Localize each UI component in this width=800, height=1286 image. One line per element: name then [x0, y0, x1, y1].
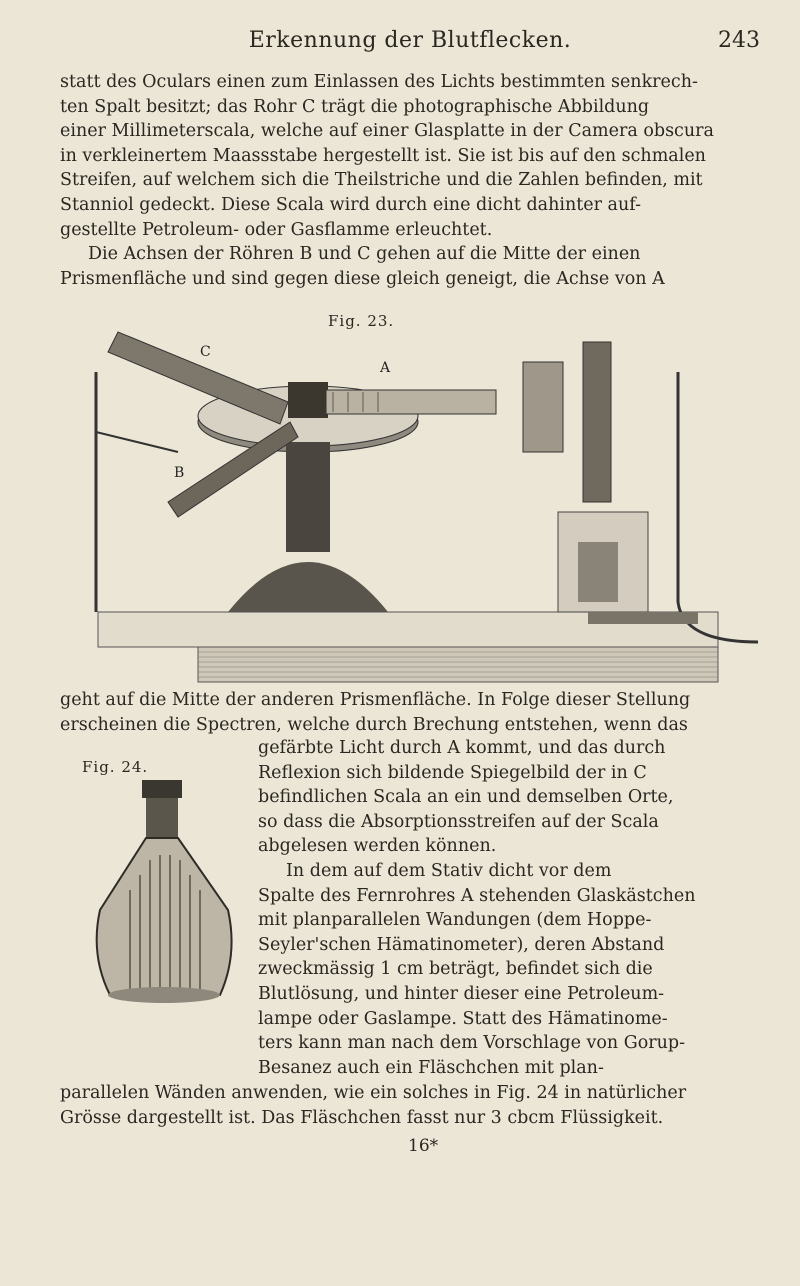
text-line: Grösse dargestellt ist. Das Fläschchen fasst nur 3 cbcm Flüssigkeit. — [60, 1107, 664, 1128]
fig23-caption: Fig. 23. — [328, 312, 395, 330]
text-line: Besanez auch ein Fläschchen mit plan- — [258, 1057, 604, 1078]
fig24-flask-illustration — [80, 780, 250, 1010]
text-line: Die Achsen der Röhren B und C gehen auf die Mitte der einen — [88, 244, 641, 265]
wrapped-paragraph — [258, 736, 758, 1080]
signature-mark: 16* — [408, 1136, 439, 1156]
text-line: ten Spalt besitzt; das Rohr C trägt die photographische Abbildung — [60, 96, 650, 117]
text-line: statt des Oculars einen zum Einlassen des Lichts bestimmten senkrech- — [60, 72, 698, 92]
text-line: Prismenfläche und sind gegen diese gleich geneigt, die Achse von A — [60, 268, 665, 289]
text-line: gefärbte Licht durch A kommt, und das durch — [258, 738, 666, 758]
text-line: lampe oder Gaslampe. Statt des Hämatinome- — [258, 1008, 668, 1029]
paragraph-3 — [60, 688, 760, 737]
fig24-caption: Fig. 24. — [82, 758, 149, 776]
fig23-spectroscope-illustration — [58, 312, 758, 692]
paragraph-1 — [60, 70, 760, 291]
page-header — [60, 28, 760, 64]
text-line: einer Millimeterscala, welche auf einer Glasplatte in der Camera obscura — [60, 121, 714, 142]
text-line: parallelen Wänden anwenden, wie ein solches in Fig. 24 in natürlicher — [60, 1083, 687, 1103]
text-line: mit planparallelen Wandungen (dem Hoppe- — [258, 910, 652, 931]
text-line: gestellte Petroleum- oder Gasflamme erleuchtet. — [60, 219, 493, 240]
text-line: Reflexion sich bildende Spiegelbild der in C — [258, 762, 647, 783]
text-line: In dem auf dem Stativ dicht vor dem — [286, 860, 612, 881]
closing-paragraph — [60, 1081, 760, 1130]
text-line: Spalte des Fernrohres A stehenden Glaskästchen — [258, 885, 696, 906]
fig23-label-a: A — [380, 360, 391, 376]
text-line: befindlichen Scala an ein und demselben Orte, — [258, 787, 674, 808]
text-line: Blutlösung, und hinter dieser eine Petroleum- — [258, 983, 665, 1004]
text-line: in verkleinertem Maassstabe hergestellt ist. Sie ist bis auf den schmalen — [60, 145, 706, 166]
text-line: Stanniol gedeckt. Diese Scala wird durch eine dicht dahinter auf- — [60, 194, 642, 215]
text-line: so dass die Absorptionsstreifen auf der Scala — [258, 811, 659, 832]
text-line: Seyler'schen Hämatinometer), deren Abstand — [258, 934, 665, 955]
fig23-label-b: B — [174, 465, 185, 481]
running-title: Erkennung der Blutflecken. — [248, 28, 572, 53]
text-line: ters kann man nach dem Vorschlage von Gorup- — [258, 1033, 686, 1054]
text-line: abgelesen werden können. — [258, 836, 497, 857]
fig23-label-c: C — [200, 344, 211, 360]
text-line: zweckmässig 1 cm beträgt, befindet sich die — [258, 959, 653, 980]
text-line: Streifen, auf welchem sich die Theilstriche und die Zahlen befinden, mit — [60, 170, 703, 191]
page-number: 243 — [718, 28, 760, 53]
text-line: geht auf die Mitte der anderen Prismenfläche. In Folge dieser Stellung — [60, 690, 691, 710]
text-line: erscheinen die Spectren, welche durch Brechung entstehen, wenn das — [60, 714, 688, 735]
